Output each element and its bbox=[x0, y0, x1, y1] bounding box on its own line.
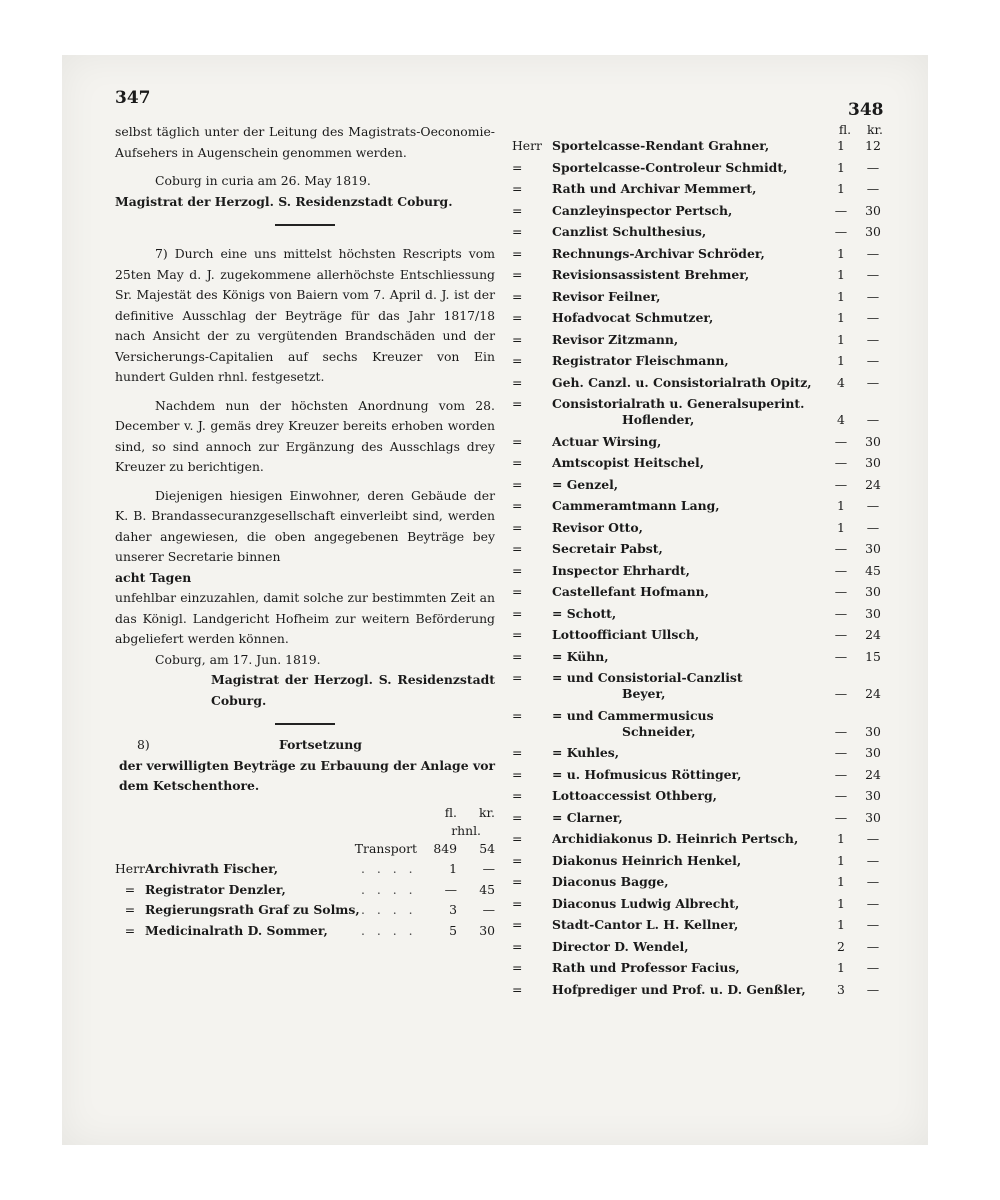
row-prefix: = bbox=[512, 396, 523, 411]
table-row bbox=[512, 289, 890, 311]
row-fl: 3 bbox=[837, 981, 845, 997]
row-name: Secretair Pabst, bbox=[552, 541, 663, 556]
transport-label: Transport bbox=[354, 840, 417, 856]
row-kr: — bbox=[866, 852, 880, 868]
row-name: Lottoaccessist Othberg, bbox=[552, 788, 717, 803]
table-row bbox=[512, 353, 890, 375]
col-fl: fl. bbox=[838, 122, 852, 137]
row-prefix: = bbox=[512, 874, 523, 889]
row-kr: — bbox=[866, 498, 880, 513]
table-row bbox=[115, 880, 495, 901]
paragraph-7: 7) Durch eine uns mittelst höchsten Rescripts vom 25ten May d. J. zugekommene allerhöchste Entschliessung Sr. Majestät des Königs von Baiern vom 7. April d. J. ist der definitive Ausschlag der Beyträge für das Jahr 1817/18 nach Ansicht der zu vergütenden Brandschäden und der Versicherungs-Capitalien auf sechs Kreuzer von Ein hundert Gulden rhnl. festgesetzt. bbox=[115, 246, 495, 384]
row-fl: 1 bbox=[837, 331, 845, 347]
table-row bbox=[512, 160, 890, 182]
row-prefix: = bbox=[512, 519, 523, 535]
row-name: Archivrath Fischer, bbox=[145, 861, 279, 876]
transport-fl: 849 bbox=[433, 840, 457, 856]
row-prefix: Herr bbox=[512, 138, 542, 153]
section-8-header bbox=[115, 735, 495, 756]
signature-2: Magistrat der Herzogl. S. Residenzstadt Coburg. bbox=[211, 672, 495, 708]
row-marker: = bbox=[124, 902, 136, 917]
col-kr: kr. bbox=[478, 804, 495, 820]
section-subtitle: der verwilligten Beyträge zu Erbauung der Anlage vor dem Ketschenthore. bbox=[119, 757, 495, 793]
row-kr: 30 bbox=[865, 809, 881, 825]
row-prefix: = bbox=[512, 331, 523, 347]
row-fl: 1 bbox=[837, 267, 845, 282]
table-row bbox=[512, 584, 890, 606]
row-name: Revisionsassistent Brehmer, bbox=[552, 267, 750, 282]
row-prefix: = bbox=[512, 202, 523, 218]
row-kr: 24 bbox=[865, 476, 881, 492]
table-row bbox=[512, 939, 890, 961]
col-fl: fl. bbox=[444, 804, 457, 820]
row-fl: — bbox=[834, 648, 848, 664]
row-fl: 4 bbox=[837, 374, 845, 390]
leader-dots: . . . . bbox=[361, 861, 417, 876]
leader-dots: . . . . bbox=[361, 881, 417, 897]
row-kr: 30 bbox=[479, 922, 495, 938]
row-kr: 30 bbox=[865, 745, 881, 760]
paragraph-7c: Diejenigen hiesigen Einwohner, deren Gebäude der K. B. Brandassecuranzgesellschaft einverleibt sind, werden daher angewiesen, die oben angegebenen Beyträge bey unserer Secretarie binnen bbox=[115, 487, 495, 564]
row-kr: 30 bbox=[865, 455, 881, 470]
table-row bbox=[512, 874, 890, 896]
table-row bbox=[512, 224, 890, 246]
row-kr: 30 bbox=[865, 605, 881, 621]
contribution-list-left bbox=[115, 859, 495, 941]
leader-dots: . . . . bbox=[361, 922, 417, 938]
table-row bbox=[512, 724, 890, 746]
table-row bbox=[512, 310, 890, 332]
table-row bbox=[512, 982, 890, 1004]
row-prefix: = bbox=[512, 374, 523, 390]
row-prefix: = bbox=[512, 917, 523, 932]
row-fl: 1 bbox=[449, 861, 457, 876]
row-fl: 3 bbox=[449, 902, 457, 917]
table-row bbox=[512, 649, 890, 671]
row-name: = Kuhles, bbox=[552, 745, 620, 760]
row-name: = und Cammermusicus bbox=[552, 707, 714, 723]
row-name: Geh. Canzl. u. Consistorialrath Opitz, bbox=[552, 374, 812, 390]
row-marker: = bbox=[124, 881, 136, 897]
row-kr: — bbox=[866, 874, 880, 889]
dateline-2: Coburg, am 17. Jun. 1819. bbox=[155, 651, 321, 667]
row-fl: 1 bbox=[837, 138, 845, 153]
row-prefix: = bbox=[512, 627, 523, 642]
table-row bbox=[512, 138, 890, 160]
table-row bbox=[512, 541, 890, 563]
row-fl: — bbox=[834, 627, 848, 642]
row-prefix: = bbox=[512, 224, 523, 239]
table-row bbox=[512, 670, 890, 686]
row-name: Hoflender, bbox=[622, 412, 695, 427]
contribution-list-right bbox=[512, 138, 890, 1003]
row-kr: — bbox=[866, 331, 880, 347]
row-prefix: = bbox=[512, 831, 523, 846]
table-row bbox=[512, 627, 890, 649]
row-fl: 1 bbox=[837, 181, 845, 196]
row-prefix: = bbox=[512, 433, 523, 449]
table-row bbox=[512, 810, 890, 832]
leader-dots: . . . . bbox=[361, 902, 417, 917]
row-name: Regierungsrath Graf zu Solms, bbox=[145, 902, 360, 917]
row-fl: — bbox=[834, 766, 848, 782]
row-name: Hofadvocat Schmutzer, bbox=[552, 310, 714, 325]
table-row bbox=[115, 900, 495, 921]
section-title: Fortsetzung bbox=[279, 737, 362, 752]
row-marker: = bbox=[124, 922, 136, 938]
row-prefix: = bbox=[512, 159, 523, 175]
row-fl: 1 bbox=[837, 874, 845, 889]
row-kr: — bbox=[866, 412, 880, 427]
row-kr: 30 bbox=[865, 224, 881, 239]
row-prefix: = bbox=[512, 788, 523, 803]
row-fl: — bbox=[834, 433, 848, 449]
row-name: Diaconus Ludwig Albrecht, bbox=[552, 895, 740, 911]
row-fl: — bbox=[834, 584, 848, 599]
row-fl: 1 bbox=[837, 288, 845, 304]
row-name: = Clarner, bbox=[552, 809, 623, 825]
row-name: Stadt-Cantor L. H. Kellner, bbox=[552, 917, 739, 932]
row-name: = und Consistorial-Canzlist bbox=[552, 670, 743, 685]
table-row bbox=[512, 498, 890, 520]
table-row bbox=[512, 960, 890, 982]
table-row bbox=[512, 396, 890, 412]
table-row bbox=[512, 455, 890, 477]
row-kr: 30 bbox=[865, 541, 881, 556]
table-row bbox=[512, 477, 890, 499]
row-name: Archidiakonus D. Heinrich Pertsch, bbox=[552, 831, 799, 846]
row-prefix: = bbox=[512, 895, 523, 911]
row-kr: 30 bbox=[865, 584, 881, 599]
row-prefix: = bbox=[512, 267, 523, 282]
signature-1: Magistrat der Herzogl. S. Residenzstadt Coburg. bbox=[115, 193, 453, 209]
row-kr: 15 bbox=[865, 648, 881, 664]
row-marker: Herr bbox=[115, 861, 145, 876]
row-name: Rechnungs-Archivar Schröder, bbox=[552, 245, 765, 261]
table-row bbox=[512, 745, 890, 767]
table-row bbox=[512, 412, 890, 434]
row-name: Registrator Denzler, bbox=[145, 881, 286, 897]
row-kr: — bbox=[866, 310, 880, 325]
row-fl: — bbox=[834, 788, 848, 803]
row-fl: 1 bbox=[837, 960, 845, 975]
table-row bbox=[512, 767, 890, 789]
row-name: Rath und Professor Facius, bbox=[552, 960, 740, 975]
row-fl: 1 bbox=[837, 353, 845, 368]
column-header bbox=[115, 803, 495, 821]
column-header bbox=[512, 122, 890, 138]
row-name: Medicinalrath D. Sommer, bbox=[145, 922, 328, 938]
row-kr: — bbox=[482, 902, 495, 917]
row-kr: — bbox=[866, 374, 880, 390]
row-prefix: = bbox=[512, 670, 523, 685]
row-fl: 1 bbox=[837, 895, 845, 911]
row-kr: — bbox=[866, 159, 880, 175]
row-fl: — bbox=[834, 541, 848, 556]
row-fl: — bbox=[834, 686, 848, 701]
row-prefix: = bbox=[512, 981, 523, 997]
row-prefix: = bbox=[512, 541, 523, 556]
table-row bbox=[512, 520, 890, 542]
row-prefix: = bbox=[512, 455, 523, 470]
table-row bbox=[512, 375, 890, 397]
row-name: Schneider, bbox=[622, 723, 696, 739]
row-fl: — bbox=[834, 605, 848, 621]
row-name: Diaconus Bagge, bbox=[552, 874, 669, 889]
table-row bbox=[512, 917, 890, 939]
row-prefix: = bbox=[512, 310, 523, 325]
table-row bbox=[512, 267, 890, 289]
left-page bbox=[115, 122, 495, 941]
row-name: = Schott, bbox=[552, 605, 617, 621]
section-divider bbox=[275, 723, 335, 725]
col-kr: kr. bbox=[866, 122, 883, 137]
row-prefix: = bbox=[512, 498, 523, 513]
row-name: = u. Hofmusicus Röttinger, bbox=[552, 766, 742, 782]
row-prefix: = bbox=[512, 745, 523, 760]
row-kr: — bbox=[866, 960, 880, 975]
row-fl: — bbox=[834, 809, 848, 825]
row-fl: 1 bbox=[837, 852, 845, 868]
table-row bbox=[512, 831, 890, 853]
table-row bbox=[115, 921, 495, 942]
row-prefix: = bbox=[512, 245, 523, 261]
row-name: Castellefant Hofmann, bbox=[552, 584, 709, 599]
row-fl: — bbox=[444, 881, 457, 897]
row-name: = Genzel, bbox=[552, 476, 619, 492]
row-prefix: = bbox=[512, 648, 523, 664]
table-row bbox=[512, 332, 890, 354]
section-number: 8) bbox=[137, 737, 150, 752]
right-page bbox=[512, 122, 890, 1003]
row-name: Consistorialrath u. Generalsuperint. bbox=[552, 396, 805, 411]
row-name: Sportelcasse-Controleur Schmidt, bbox=[552, 159, 788, 175]
row-prefix: = bbox=[512, 605, 523, 621]
row-name: Lottoofficiant Ullsch, bbox=[552, 627, 700, 642]
row-fl: — bbox=[834, 745, 848, 760]
dateline-1: Coburg in curia am 26. May 1819. bbox=[155, 173, 371, 188]
row-kr: 24 bbox=[865, 766, 881, 782]
row-prefix: = bbox=[512, 809, 523, 825]
row-name: Revisor Otto, bbox=[552, 519, 643, 535]
row-kr: — bbox=[866, 267, 880, 282]
row-kr: 30 bbox=[865, 433, 881, 449]
table-row bbox=[512, 606, 890, 628]
table-row bbox=[512, 853, 890, 875]
table-row bbox=[512, 203, 890, 225]
row-kr: — bbox=[866, 981, 880, 997]
table-row bbox=[512, 896, 890, 918]
row-name: = Kühn, bbox=[552, 648, 609, 664]
row-fl: — bbox=[834, 562, 848, 578]
row-fl: 1 bbox=[837, 917, 845, 932]
row-name: Cammeramtmann Lang, bbox=[552, 498, 720, 513]
row-kr: — bbox=[866, 353, 880, 368]
row-kr: — bbox=[866, 288, 880, 304]
row-name: Canzlist Schulthesius, bbox=[552, 224, 707, 239]
deadline-heading: acht Tagen bbox=[115, 569, 192, 585]
row-fl: — bbox=[834, 224, 848, 239]
table-row bbox=[512, 788, 890, 810]
row-name: Revisor Feilner, bbox=[552, 288, 661, 304]
row-kr: 45 bbox=[479, 881, 495, 897]
row-fl: 5 bbox=[449, 922, 457, 938]
row-name: Revisor Zitzmann, bbox=[552, 331, 679, 347]
row-name: Sportelcasse-Rendant Grahner, bbox=[552, 138, 770, 153]
section-divider bbox=[275, 224, 335, 226]
row-fl: 1 bbox=[837, 310, 845, 325]
row-kr: — bbox=[866, 917, 880, 932]
row-prefix: = bbox=[512, 562, 523, 578]
row-kr: 30 bbox=[865, 723, 881, 739]
row-fl: 2 bbox=[837, 938, 845, 954]
row-fl: 1 bbox=[837, 498, 845, 513]
table-row bbox=[512, 246, 890, 268]
table-row bbox=[512, 708, 890, 724]
row-kr: — bbox=[866, 831, 880, 846]
currency-header bbox=[115, 821, 495, 839]
row-fl: 4 bbox=[837, 412, 845, 427]
row-name: Diakonus Heinrich Henkel, bbox=[552, 852, 742, 868]
row-prefix: = bbox=[512, 584, 523, 599]
row-fl: — bbox=[834, 476, 848, 492]
row-prefix: = bbox=[512, 852, 523, 868]
row-name: Hofprediger und Prof. u. D. Genßler, bbox=[552, 981, 806, 997]
row-prefix: = bbox=[512, 960, 523, 975]
col-currency: rhnl. bbox=[451, 822, 481, 838]
page-number-right: 348 bbox=[848, 100, 884, 120]
row-name: Canzleyinspector Pertsch, bbox=[552, 202, 733, 218]
row-fl: — bbox=[834, 202, 848, 218]
row-fl: 1 bbox=[837, 831, 845, 846]
row-name: Director D. Wendel, bbox=[552, 938, 689, 954]
row-prefix: = bbox=[512, 288, 523, 304]
table-row bbox=[512, 434, 890, 456]
row-kr: — bbox=[866, 245, 880, 261]
table-row bbox=[512, 181, 890, 203]
row-kr: 12 bbox=[865, 138, 881, 153]
row-prefix: = bbox=[512, 766, 523, 782]
transport-row bbox=[115, 839, 495, 860]
row-prefix: = bbox=[512, 707, 523, 723]
row-prefix: = bbox=[512, 476, 523, 492]
row-kr: — bbox=[866, 519, 880, 535]
row-fl: 1 bbox=[837, 159, 845, 175]
row-kr: 24 bbox=[865, 686, 881, 701]
row-name: Registrator Fleischmann, bbox=[552, 353, 729, 368]
row-prefix: = bbox=[512, 353, 523, 368]
transport-kr: 54 bbox=[479, 840, 495, 856]
row-name: Inspector Ehrhardt, bbox=[552, 562, 690, 578]
row-kr: — bbox=[866, 181, 880, 196]
row-kr: 45 bbox=[865, 562, 881, 578]
row-kr: — bbox=[866, 938, 880, 954]
page-number-left: 347 bbox=[115, 88, 151, 108]
paragraph-7d: unfehlbar einzuzahlen, damit solche zur bestimmten Zeit an das Königl. Landgericht Hofheim zur weitern Beförderung abgeliefert werden können. bbox=[115, 590, 495, 646]
row-fl: — bbox=[834, 723, 848, 739]
row-kr: — bbox=[866, 895, 880, 911]
row-name: Amtscopist Heitschel, bbox=[552, 455, 705, 470]
row-prefix: = bbox=[512, 181, 523, 196]
row-name: Actuar Wirsing, bbox=[552, 433, 662, 449]
paragraph-7b: Nachdem nun der höchsten Anordnung vom 28. December v. J. gemäs drey Kreuzer bereits erhoben worden sind, so sind annoch zur Ergänzung des Ausschlags drey Kreuzer zu berichtigen. bbox=[115, 397, 495, 474]
row-fl: 1 bbox=[837, 519, 845, 535]
row-fl: — bbox=[834, 455, 848, 470]
row-prefix: = bbox=[512, 938, 523, 954]
row-kr: 30 bbox=[865, 788, 881, 803]
table-row bbox=[512, 686, 890, 708]
row-kr: — bbox=[482, 861, 495, 876]
row-name: Rath und Archivar Memmert, bbox=[552, 181, 757, 196]
paragraph-continuation: selbst täglich unter der Leitung des Magistrats-Oeconomie-Aufsehers in Augenschein genommen werden. bbox=[115, 124, 495, 160]
row-kr: 24 bbox=[865, 627, 881, 642]
table-row bbox=[512, 563, 890, 585]
row-name: Beyer, bbox=[622, 686, 666, 701]
row-kr: 30 bbox=[865, 202, 881, 218]
row-fl: 1 bbox=[837, 245, 845, 261]
table-row bbox=[115, 859, 495, 880]
